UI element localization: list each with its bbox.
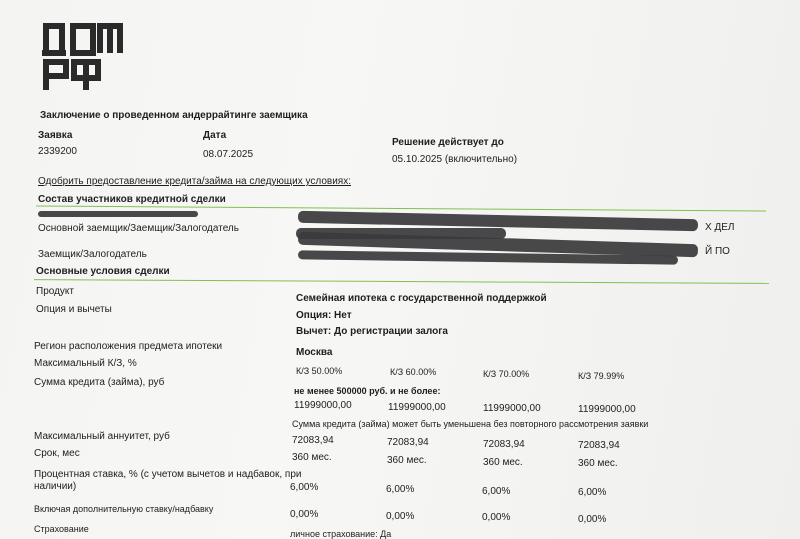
extra-rate-value-1: 0,00% [290,509,319,520]
loan-sum-label: Сумма кредита (займа), руб [34,377,165,388]
text-fragment: Х ДЕЛ [705,222,735,233]
conditions-heading: Основные условия сделки [36,266,170,277]
redaction-mark [38,211,198,217]
document-title: Заключение о проведенном андеррайтинге заемщика [40,110,308,121]
annuity-value-3: 72083,94 [483,439,525,450]
kz-value-1: К/З 50.00% [296,366,343,376]
rate-value-1: 6,00% [290,482,319,493]
extra-rate-value-3: 0,00% [482,512,511,523]
term-label: Срок, мес [34,448,80,459]
loan-value-1: 11999000,00 [294,400,352,411]
participants-heading: Состав участников кредитной сделки [38,194,226,205]
application-number: 2339200 [38,146,77,157]
rate-value-3: 6,00% [482,486,511,497]
annuity-value-2: 72083,94 [387,437,429,448]
loan-value-4: 11999000,00 [578,404,636,415]
deduction-value: Вычет: До регистрации залога [296,326,448,337]
region-value: Москва [296,347,333,358]
kz-value-2: К/З 60.00% [390,367,437,377]
kz-value-3: К/З 70.00% [483,369,530,379]
annuity-label: Максимальный аннуитет, руб [34,431,170,442]
approve-text: Одобрить предоставление кредита/займа на следующих условиях: [38,176,351,187]
rate-label-line2: наличии) [34,481,77,492]
dom-rf-logo [40,20,126,92]
product-label: Продукт [36,286,74,297]
insurance-label: Страхование [34,524,89,534]
loan-value-2: 11999000,00 [388,402,446,413]
divider-conditions [34,279,769,284]
annuity-value-4: 72083,94 [578,440,620,451]
extra-rate-value-4: 0,00% [578,514,607,525]
product-value: Семейная ипотека с государственной поддержкой [296,293,547,304]
loan-value-3: 11999000,00 [483,403,541,414]
insurance-value: личное страхование: Да [290,529,392,539]
extra-rate-label: Включая дополнительную ставку/надбавку [34,504,214,514]
term-value-1: 360 мес. [292,452,332,463]
rate-value-2: 6,00% [386,484,415,495]
max-kz-label: Максимальный К/З, % [34,358,137,369]
borrower-label: Заемщик/Залогодатель [38,249,147,260]
loan-range: не менее 500000 руб. и не более: [294,386,441,396]
loan-note: Сумма кредита (займа) может быть уменьшена без повторного рассмотрения заявки [292,419,649,429]
application-label: Заявка [38,130,73,141]
main-borrower-label: Основной заемщик/Заемщик/Залогодатель [38,223,239,234]
rate-label-line1: Процентная ставка, % (с учетом вычетов и надбавок, при [34,469,302,480]
option-value: Опция: Нет [296,310,352,321]
term-value-2: 360 мес. [387,455,427,466]
annuity-value-1: 72083,94 [292,435,334,446]
term-value-3: 360 мес. [483,457,523,468]
options-label: Опция и вычеты [36,304,112,315]
text-fragment: Й ПО [705,246,730,257]
extra-rate-value-2: 0,00% [386,511,415,522]
kz-value-4: К/З 79.99% [578,371,625,381]
region-label: Регион расположения предмета ипотеки [34,341,223,352]
date-value: 08.07.2025 [203,149,254,160]
valid-until-value: 05.10.2025 (включительно) [392,154,518,165]
valid-until-label: Решение действует до [392,137,504,148]
date-label: Дата [203,130,227,141]
rate-value-4: 6,00% [578,487,607,498]
term-value-4: 360 мес. [578,458,618,469]
